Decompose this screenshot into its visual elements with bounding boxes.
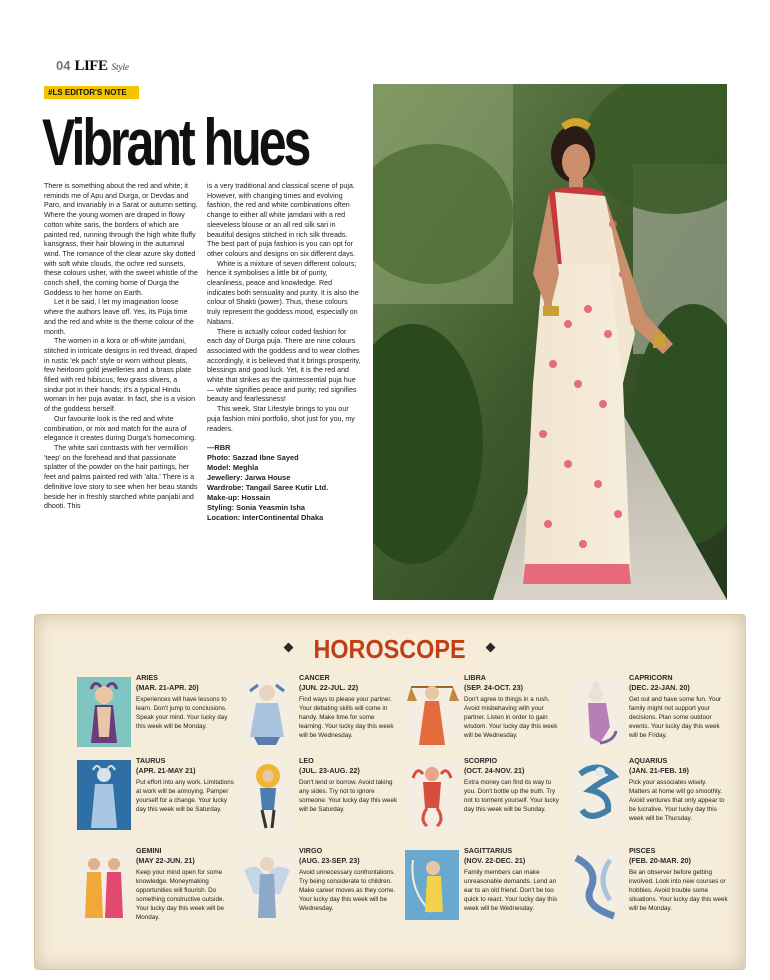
paragraph: White is a mixture of seven different colours; hence it symbolises a little bit of purity, cleanliness, peace and knowledge. Red indicates both sensuality and purity. It is also the colour of Shakti (power). Thus, these colours truly represent the goddess mood, especially on Nabami. xyxy=(207,259,359,326)
sign-name: SCORPIO xyxy=(464,756,498,765)
virgo-illustration-icon xyxy=(240,850,294,920)
pisces-illustration-icon xyxy=(570,850,624,920)
credit-line: Model: Meghla xyxy=(207,463,259,473)
horoscope-sign-gemini xyxy=(72,846,240,946)
sign-text: Experiences will have lessons to learn. Don't jump to conclusions. Speak your mind. Your lucky day this week will be Monday. xyxy=(136,696,228,730)
horoscope-sign-aquarius xyxy=(565,756,733,856)
sign-text: Avoid unnecessary confrontations. Try being considerate to children. Make career moves as they come. Your lucky day this week will be Wednesday. xyxy=(299,869,396,912)
sign-dates: (NOV. 22-DEC. 21) xyxy=(464,856,526,865)
horoscope-sign-scorpio xyxy=(400,756,568,856)
aries-illustration-icon xyxy=(77,677,131,747)
credit-line: Make-up: Hossain xyxy=(207,493,271,503)
paragraph: There is something about the red and white; it reminds me of Apu and Durga, or Devdas and Paro, and invariably in a Sarat or autumn setting. Where the young women are draped in flowy cotton white saris, the borders of which are painted red, running through the high white fluffy kansgrass, their hair blowing in the autumnal wind. The romance of the clear azure sky dotted with soft white clouds, the ochre red sunsets, these colours usher, with the sweet whistle of the conch shell, the coming home of Durga the Goddess to her home on Earth. xyxy=(44,182,198,297)
credit-line: Jewellery: Jarwa House xyxy=(207,473,291,483)
aquarius-illustration-icon xyxy=(570,760,624,830)
horoscope-sign-pisces xyxy=(565,846,733,946)
brand-subtitle: Style xyxy=(111,62,129,72)
horoscope-sign-leo xyxy=(235,756,403,856)
sign-name: GEMINI xyxy=(136,846,162,855)
paragraph: Our favourite look is the red and white combination, or mix and match for the aura of elegance it creates during Durga's homecoming. xyxy=(44,414,196,443)
sign-dates: (APR. 21-MAY 21) xyxy=(136,766,196,775)
sign-name: CANCER xyxy=(299,673,330,682)
sign-name: TAURUS xyxy=(136,756,166,765)
scorpio-illustration-icon xyxy=(405,760,459,830)
sign-name: VIRGO xyxy=(299,846,323,855)
horoscope-sign-taurus xyxy=(72,756,240,856)
taurus-illustration-icon xyxy=(77,760,131,830)
sign-name: ARIES xyxy=(136,673,158,682)
sign-text: Extra money can find its way to you. Don't bottle up the truth. Try not to torment yourself. Your lucky day this week will be Sunday. xyxy=(464,779,559,813)
article-column-2 xyxy=(207,182,361,523)
page-header xyxy=(56,58,129,76)
sign-name: LIBRA xyxy=(464,673,486,682)
sign-name: CAPRICORN xyxy=(629,673,673,682)
sign-dates: (AUG. 23-SEP. 23) xyxy=(299,856,360,865)
paragraph: There is actually colour coded fashion for each day of Durga puja. There are nine colours associated with the goddess and to wear clothes accordingly, it is believed that it brings prosperity, blessings and good luck. Yet, it is the red and white that strikes as the quintessential puja hue — white signifies peace and purity; red signifies beauty and fearlessness! xyxy=(207,327,361,404)
sign-text: Keep your mind open for some knowledge. Moneymaking opportunities will flourish. Do something constructive outside. Your lucky day this week will be Monday. xyxy=(136,869,225,921)
credit-line: Photo: Sazzad Ibne Sayed xyxy=(207,453,299,463)
leo-illustration-icon xyxy=(240,760,294,830)
sign-text: Get out and have some fun. Your family might not support your decisions. Plan some outdoor events. Your lucky day this week will be Friday. xyxy=(629,696,722,739)
paragraph: The women in a kora or off-white jamdani, stitched in intricate designs in red thread, draped in rustic 'ek pach' style or worn without pleats, few heirloom gold jewelleries and a brass plate filled with red hibiscus, few grass slivers, a sindur pot in their hands; it's a typical Hindu woman in her puja avatar. In fact, she is a vision of the goddess herself. xyxy=(44,337,198,414)
capricorn-illustration-icon xyxy=(570,677,624,747)
sign-name: LEO xyxy=(299,756,314,765)
article-column-1 xyxy=(44,182,198,512)
page-number: 04 xyxy=(56,58,71,73)
sign-dates: (JAN. 21-FEB. 19) xyxy=(629,766,689,775)
sign-dates: (OCT. 24-NOV. 21) xyxy=(464,766,525,775)
sign-text: Pick your associates wisely. Matters at home will go smoothly. Avoid ventures that only appear to be lucrative. Your lucky day this week will be Thursday. xyxy=(629,779,725,822)
fashion-photo xyxy=(373,84,727,600)
sign-dates: (DEC. 22-JAN. 20) xyxy=(629,683,690,692)
sagittarius-illustration-icon xyxy=(405,850,459,920)
credit-line: Wardrobe: Tangail Saree Kutir Ltd. xyxy=(207,483,329,493)
horoscope-title: HOROSCOPE xyxy=(313,634,467,664)
sign-dates: (JUL. 23-AUG. 22) xyxy=(299,766,360,775)
sign-name: AQUARIUS xyxy=(629,756,668,765)
gemini-illustration-icon xyxy=(77,850,131,920)
article-title: Vibrant hues xyxy=(42,105,309,179)
sign-dates: (SEP. 24-OCT. 23) xyxy=(464,683,523,692)
section-tag: #LS EDITOR'S NOTE xyxy=(44,86,139,99)
credits-block xyxy=(207,443,361,523)
paragraph: This week, Star Lifestyle brings to you our puja fashion mini portfolio, shot just for you, my readers. xyxy=(207,405,355,433)
sign-text: Don't agree to things in a rush. Avoid misbehaving with your partner. Listen in order to gain wisdom. Your lucky day this week will be Wednesday. xyxy=(464,696,558,739)
paragraph: Let it be said, I let my imagination loose where the authors leave off. Yes, its Puja time and the red and white is the theme colour of the month. xyxy=(44,298,194,336)
credit-line: Styling: Sonia Yeasmin Isha xyxy=(207,503,306,513)
sign-text: Find ways to please your partner. Your debating skills will come in handy. Make time for some learning. Your lucky day this week will be Wednesday. xyxy=(299,696,394,739)
sign-text: Put effort into any work. Limitations at work will be annoying. Pamper yourself for a change. Your lucky day this week will be Saturday. xyxy=(136,779,234,813)
sign-name: PISCES xyxy=(629,846,656,855)
sign-text: Don't lend or borrow. Avoid taking any sides. Try not to ignore someone. Your lucky day this week will be Saturday. xyxy=(299,779,398,813)
paragraph: The white sari contrasts with her vermillion 'teep' on the forehead and that passionate splatter of the powder on the hair partings, her feet and palms painted red with 'alta.' There is a definitive love story to see when her beau stands beside her in freshly starched white panjabi and dhooti. This xyxy=(44,443,198,511)
sign-text: Family members can make unreasonable demands. Lend an ear to an old friend. Don't be too quick to react. Your lucky day this week will be Wednesday. xyxy=(464,869,558,912)
sign-text: Be an observer before getting involved. Look into new courses or hobbies. Avoid trouble some situations. Your lucky day this week will be Monday. xyxy=(629,869,728,912)
sign-dates: (MAR. 21-APR. 20) xyxy=(136,683,199,692)
cancer-illustration-icon xyxy=(240,677,294,747)
horoscope-panel xyxy=(34,614,746,970)
credit-line: Location: InterContinental Dhaka xyxy=(207,513,324,523)
paragraph: is a very traditional and classical scene of puja. However, with changing times and evolving fashion, the red and white combinations often change to either all white jamdani with a red sleeveless blouse or an all red silk sari in beautiful designs stitched in rich silk threads. The best part of puja fashion is you can opt for other colours and designs on six different days. xyxy=(207,182,356,258)
sign-dates: (FEB. 20-MAR. 20) xyxy=(629,856,691,865)
libra-illustration-icon xyxy=(405,677,459,747)
horoscope-sign-sagittarius xyxy=(400,846,568,946)
sign-dates: (MAY 22-JUN. 21) xyxy=(136,856,195,865)
brand-logo: LIFE xyxy=(74,58,108,74)
horoscope-sign-virgo xyxy=(235,846,403,946)
sign-dates: (JUN. 22-JUL. 22) xyxy=(299,683,359,692)
signoff: —RBR xyxy=(207,443,231,453)
sign-name: SAGITTARIUS xyxy=(464,846,513,855)
